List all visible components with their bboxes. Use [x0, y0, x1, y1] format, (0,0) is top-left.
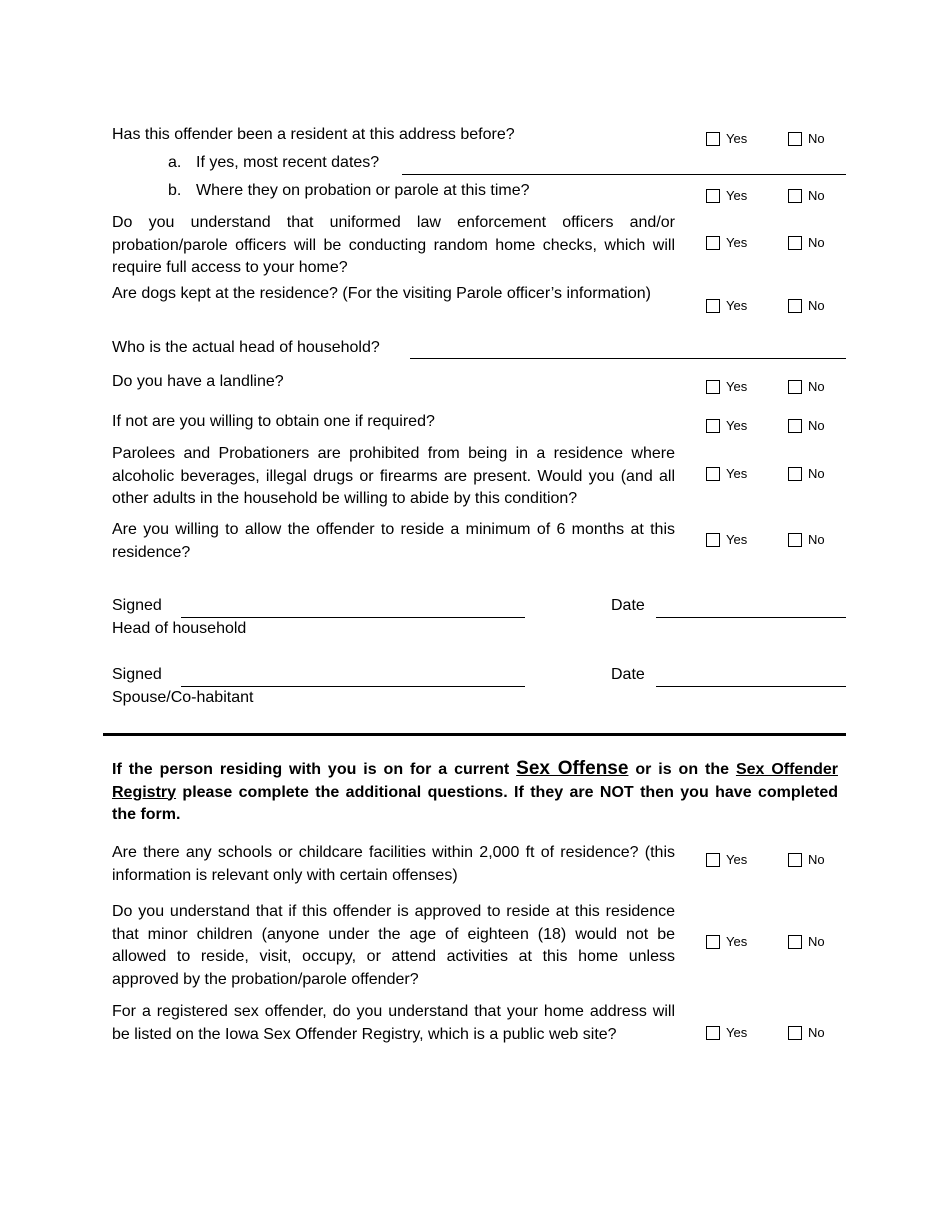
- q5-yes-checkbox[interactable]: Yes: [706, 376, 747, 399]
- q2-yes-checkbox[interactable]: Yes: [706, 232, 747, 255]
- checkbox-box[interactable]: [706, 380, 720, 394]
- date-label: Date: [611, 666, 645, 683]
- sex-offense-notice: If the person residing with you is on for a current Sex Offense or is on the Sex Offender Registry please complete the additional questions. If they are NOT then you have completed the form.: [112, 758, 838, 823]
- signed-label: Signed: [112, 597, 162, 614]
- head-of-household-field[interactable]: [410, 358, 846, 359]
- checkbox-box[interactable]: [788, 419, 802, 433]
- q10-no-checkbox[interactable]: No: [788, 931, 825, 954]
- head-of-household-label: Head of household: [112, 620, 247, 637]
- question-probation-parole: Where they on probation or parole at this time?: [196, 182, 530, 199]
- checkbox-box[interactable]: [788, 533, 802, 547]
- checkbox-box[interactable]: [706, 299, 720, 313]
- checkbox-box[interactable]: [706, 189, 720, 203]
- question-landline: Do you have a landline?: [112, 373, 284, 390]
- date-label: Date: [611, 597, 645, 614]
- checkbox-box[interactable]: [788, 132, 802, 146]
- q1-no-checkbox[interactable]: No: [788, 128, 825, 151]
- spouse-date-field[interactable]: [656, 686, 846, 687]
- checkbox-box[interactable]: [788, 236, 802, 250]
- q6-no-checkbox[interactable]: No: [788, 415, 825, 438]
- question-resident-before: Has this offender been a resident at this address before?: [112, 126, 515, 143]
- q1b-no-checkbox[interactable]: No: [788, 185, 825, 208]
- signed-label: Signed: [112, 666, 162, 683]
- q8-yes-checkbox[interactable]: Yes: [706, 529, 747, 552]
- checkbox-box[interactable]: [788, 189, 802, 203]
- recent-dates-field[interactable]: [402, 174, 846, 175]
- head-date-field[interactable]: [656, 617, 846, 618]
- q1b-yes-checkbox[interactable]: Yes: [706, 185, 747, 208]
- spouse-label: Spouse/Co-habitant: [112, 689, 254, 706]
- question-schools-nearby: Are there any schools or childcare facilities within 2,000 ft of residence? (this information is relevant only with certain offenses): [112, 844, 675, 884]
- question-recent-dates: If yes, most recent dates?: [196, 154, 380, 171]
- q1-yes-checkbox[interactable]: Yes: [706, 128, 747, 151]
- checkbox-box[interactable]: [706, 533, 720, 547]
- q1b-letter: b.: [168, 182, 182, 199]
- q3-no-checkbox[interactable]: No: [788, 295, 825, 318]
- question-six-months: Are you willing to allow the offender to reside a minimum of 6 months at this residence?: [112, 521, 675, 561]
- checkbox-box[interactable]: [706, 853, 720, 867]
- checkbox-box[interactable]: [788, 299, 802, 313]
- q8-no-checkbox[interactable]: No: [788, 529, 825, 552]
- registry-term: Sex Offender Registry: [112, 761, 838, 801]
- checkbox-box[interactable]: [788, 1026, 802, 1040]
- question-prohibited-items: Parolees and Probationers are prohibited from being in a residence where alcoholic beverages, illegal drugs or firearms are present. Would you (and all other adults in the household be willing to abide by this condition?: [112, 445, 675, 507]
- question-minor-children: Do you understand that if this offender is approved to reside at this residence that minor children (anyone under the age of eighteen (18) would not be allowed to reside, visit, occupy, or attend activities at this home unless approved by the probation/parole offender?: [112, 903, 675, 988]
- checkbox-box[interactable]: [788, 935, 802, 949]
- checkbox-box[interactable]: [706, 419, 720, 433]
- q9-yes-checkbox[interactable]: Yes: [706, 849, 747, 872]
- section-divider: [103, 733, 846, 736]
- question-head-of-household: Who is the actual head of household?: [112, 339, 380, 356]
- q7-yes-checkbox[interactable]: Yes: [706, 463, 747, 486]
- checkbox-box[interactable]: [706, 467, 720, 481]
- q7-no-checkbox[interactable]: No: [788, 463, 825, 486]
- q11-no-checkbox[interactable]: No: [788, 1022, 825, 1045]
- sex-offense-term: Sex Offense: [516, 758, 629, 779]
- q3-yes-checkbox[interactable]: Yes: [706, 295, 747, 318]
- checkbox-box[interactable]: [706, 1026, 720, 1040]
- question-obtain-landline: If not are you willing to obtain one if required?: [112, 413, 435, 430]
- checkbox-box[interactable]: [706, 132, 720, 146]
- q5-no-checkbox[interactable]: No: [788, 376, 825, 399]
- q9-no-checkbox[interactable]: No: [788, 849, 825, 872]
- q6-yes-checkbox[interactable]: Yes: [706, 415, 747, 438]
- checkbox-box[interactable]: [788, 467, 802, 481]
- q1a-letter: a.: [168, 154, 182, 171]
- checkbox-box[interactable]: [788, 853, 802, 867]
- q2-no-checkbox[interactable]: No: [788, 232, 825, 255]
- checkbox-box[interactable]: [706, 935, 720, 949]
- question-home-checks: Do you understand that uniformed law enforcement officers and/or probation/parole officers will be conducting random home checks, which will require full access to your home?: [112, 214, 675, 276]
- checkbox-box[interactable]: [788, 380, 802, 394]
- q10-yes-checkbox[interactable]: Yes: [706, 931, 747, 954]
- q11-yes-checkbox[interactable]: Yes: [706, 1022, 747, 1045]
- question-registry-listing: For a registered sex offender, do you understand that your home address will be listed on the Iowa Sex Offender Registry, which is a public web site?: [112, 1003, 675, 1043]
- question-dogs: Are dogs kept at the residence? (For the visiting Parole officer’s information): [112, 285, 651, 302]
- checkbox-box[interactable]: [706, 236, 720, 250]
